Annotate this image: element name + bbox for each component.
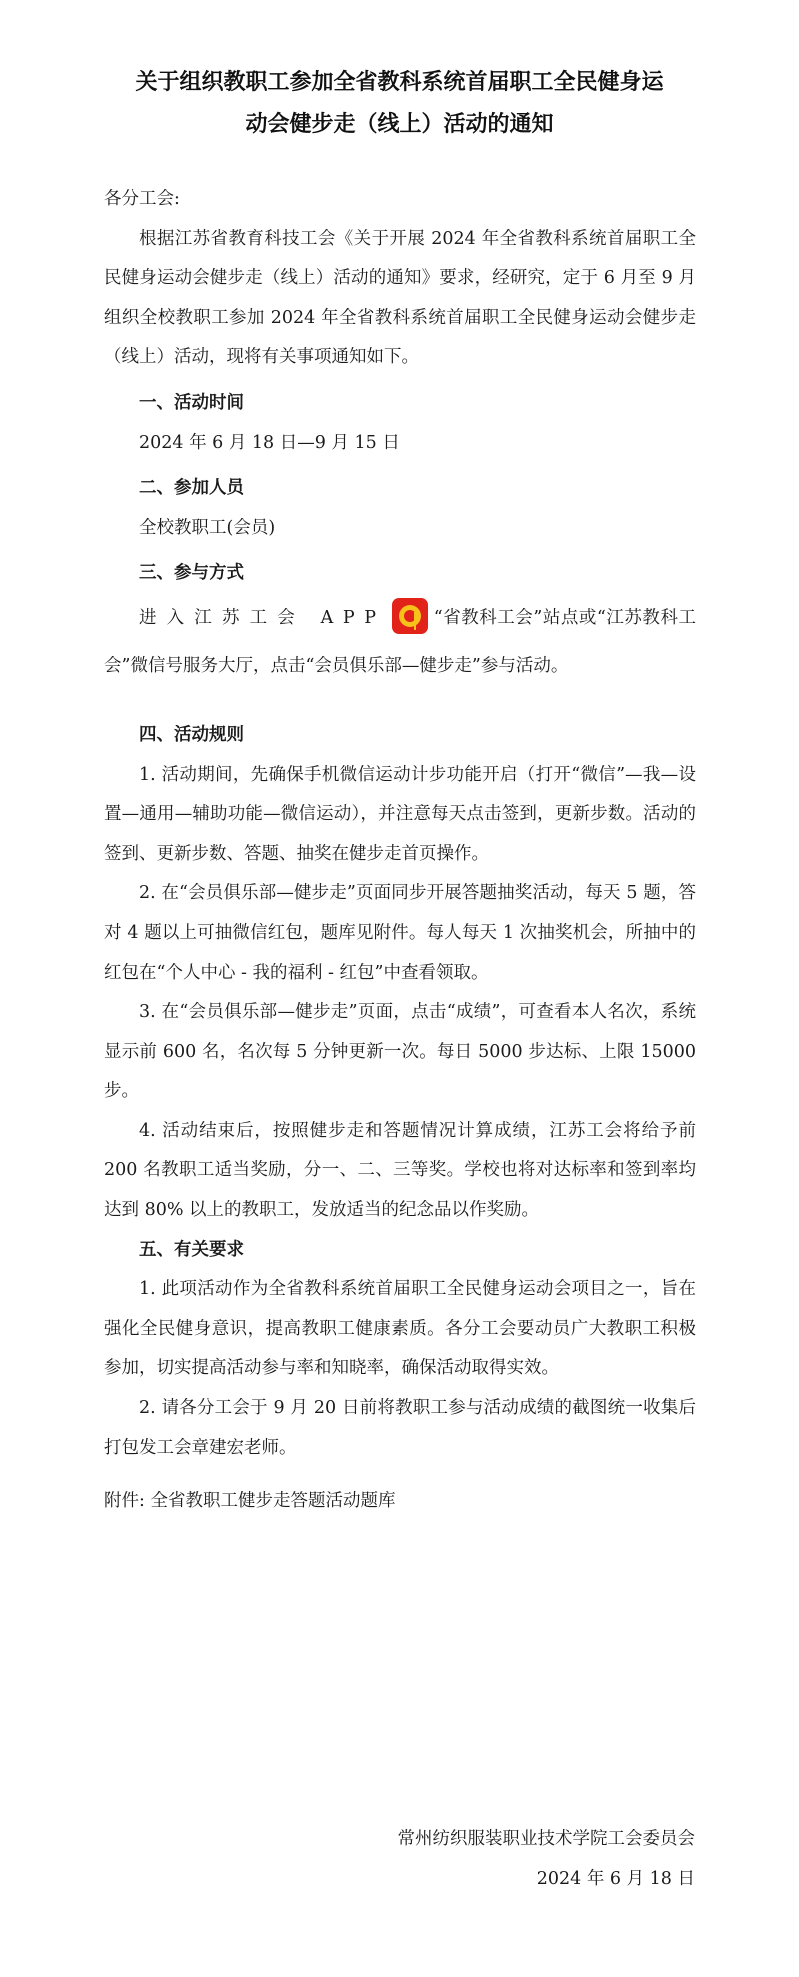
document-title-line-1: 关于组织教职工参加全省教科系统首届职工全民健身运	[135, 70, 664, 95]
section-4-item: 3. 在“会员俱乐部—健步走”页面，点击“成绩”，可查看本人名次，系统显示前 600 名，名次每 5 分钟更新一次。每日 5000 步达标、上限 15000 步。	[104, 1002, 696, 1102]
document-title-line-2: 动会健步走（线上）活动的通知	[245, 112, 554, 137]
section-3-heading: 三、参与方式	[139, 563, 244, 584]
issue-date: 2024 年 6 月 18 日	[536, 1869, 695, 1889]
section-3-text-before: 进入江苏工会 APP	[139, 607, 386, 628]
section-4-heading: 四、活动规则	[139, 724, 244, 745]
section-1-text: 2024 年 6 月 18 日—9 月 15 日	[139, 432, 400, 453]
section-5-heading: 五、有关要求	[139, 1239, 244, 1260]
section-2-text: 全校教职工(会员)	[139, 517, 276, 538]
attachment-line: 附件: 全省教职工健步走答题活动题库	[104, 1491, 396, 1512]
issuing-organization: 常州纺织服装职业技术学院工会委员会	[397, 1829, 695, 1849]
section-2-heading: 二、参加人员	[139, 478, 244, 499]
jiangsu-union-app-icon	[392, 598, 428, 634]
intro-paragraph: 根据江苏省教育科技工会《关于开展 2024 年全省教科系统首届职工全民健身运动会健步走（线上）活动的通知》要求，经研究，定于 6 月至 9 月组织全校教职工参加 2024 年全省教科系统首届职工全民健身运动会健步走（线上）活动，现将有关事项通知如下。	[104, 228, 696, 368]
salutation: 各分工会:	[104, 189, 180, 209]
section-5-item: 2. 请各分工会于 9 月 20 日前将教职工参与活动成绩的截图统一收集后打包发工会章建宏老师。	[104, 1398, 696, 1458]
section-5-item: 1. 此项活动作为全省教科系统首届职工全民健身运动会项目之一，旨在强化全民健身意识，提高教职工健康素质。各分工会要动员广大教职工积极参加，切实提高活动参与率和知晓率，确保活动取得实效。	[104, 1279, 696, 1379]
section-3-text	[104, 594, 696, 690]
section-1-heading: 一、活动时间	[139, 392, 244, 413]
section-4-item: 2. 在“会员俱乐部—健步走”页面同步开展答题抽奖活动，每天 5 题，答对 4 题以上可抽微信红包，题库见附件。每人每天 1 次抽奖机会，所抽中的红包在“个人中心 - 我的福利 - 红包”中查看领取。	[104, 883, 696, 983]
section-4-item: 4. 活动结束后，按照健步走和答题情况计算成绩，江苏工会将给予前 200 名教职工适当奖励，分一、二、三等奖。学校也将对达标率和签到率均达到 80% 以上的教职工，发放适当的纪念品以作奖励。	[104, 1120, 696, 1221]
section-3-text-after: “省教科工会”站点或“江苏教科工会”微信号服务大厅，点击“会员俱乐部—健步走”参与活动。	[104, 607, 696, 676]
section-4-item: 1. 活动期间，先确保手机微信运动计步功能开启（打开“微信”—我—设置—通用—辅助功能—微信运动），并注意每天点击签到，更新步数。活动的签到、更新步数、答题、抽奖在健步走首页操作。	[104, 764, 696, 864]
document-body	[104, 180, 696, 1522]
